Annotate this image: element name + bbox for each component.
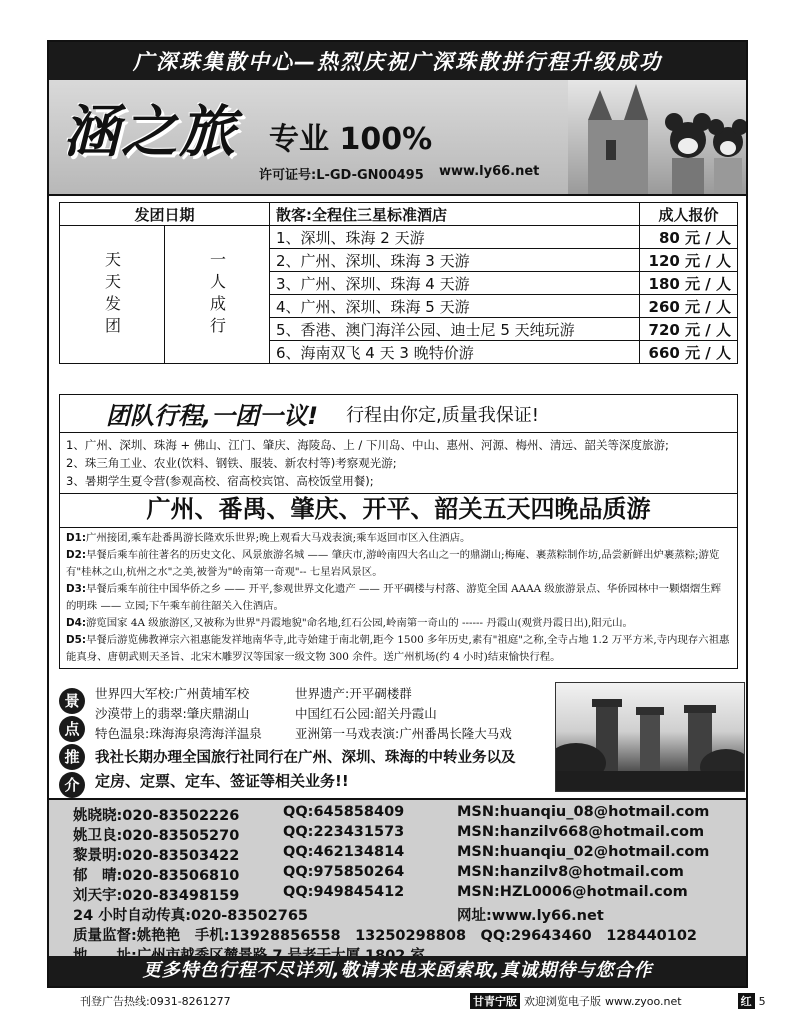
day-text: 早餐后乘车前往著名的历史文化、风景旅游名城 —— 肇庆市,游岭南四大名山之一的鼎湖山;梅庵、裹蒸粽制作坊,品尝新鲜出炉裹蒸粽;游览有"桂林之山,杭州之水"之美,被誉为"岭南第一奇观"-- 七星岩风景区。 — [66, 549, 720, 578]
quality-supervisor: 质量监督:姚艳艳 手机:13928856558 13250298808 QQ:29643460 128440102 — [73, 928, 698, 944]
list-item: 3、暑期学生夏令营(参观高校、宿高校宾馆、高校饭堂用餐); — [66, 474, 374, 488]
brand-logo: 涵之旅 — [63, 100, 237, 165]
contact-name: 黎景明:020-83503422 — [73, 848, 240, 864]
day-text: 早餐后乘车前往中国华侨之乡 —— 开平,参观世界文化遗产 —— 开平碉楼与村落、游览全国 AAAA 级旅游景点、华侨园林中一颗熠熠生辉的明珠 —— 立园;下午乘车前往韶关入住酒店。 — [66, 583, 722, 612]
itinerary-day — [66, 547, 731, 581]
contact-name: 姚晓晓:020-83502226 — [73, 808, 240, 824]
list-item: 2、珠三角工业、农业(饮料、钢铁、服装、新农村等)考察观光游; — [66, 456, 397, 470]
route-name: 3、广州、深圳、珠海 4 天游 — [270, 272, 640, 295]
header-price: 成人报价 — [640, 203, 738, 226]
route-price: 260 元 / 人 — [640, 295, 738, 318]
header-date: 发团日期 — [60, 203, 270, 226]
group-items-list — [59, 432, 738, 494]
contact-qq: QQ:462134814 — [283, 844, 405, 860]
contact-name: 郁 晴:020-83506810 — [73, 868, 240, 884]
contact-section — [49, 798, 746, 958]
route-price: 180 元 / 人 — [640, 272, 738, 295]
day-text: 游览国家 4A 级旅游区,又被称为世界"丹霞地貌"命名地,红石公园,岭南第一奇山的 ------ 丹霞山(观赏丹霞日出),阳元山。 — [86, 617, 633, 629]
ebook-invite: 欢迎浏览电子版 — [524, 995, 601, 1008]
badge-char: 推 — [59, 744, 85, 770]
contact-msn: MSN:hanzilv8@hotmail.com — [457, 864, 684, 880]
contact-name: 姚卫良:020-83505270 — [73, 828, 240, 844]
itinerary-day — [66, 581, 731, 615]
day-label: D5: — [66, 634, 87, 646]
contact-msn: MSN:huanqiu_02@hotmail.com — [457, 844, 710, 860]
scenic-item: 世界四大军校:广州黄埔军校 — [95, 686, 250, 701]
brand-tagline: 专业 100% — [269, 122, 433, 157]
single-traveler-label: 一人成行 — [165, 226, 270, 364]
ad-hotline: 刊登广告热线:0931-8261277 — [80, 995, 231, 1008]
scenic-badge — [59, 688, 87, 800]
route-price: 660 元 / 人 — [640, 341, 738, 364]
day-text: 广州接团,乘车赴番禺游长隆欢乐世界;晚上观看大马戏表演;乘车返回市区入住酒店。 — [86, 532, 471, 544]
day-text: 早餐后游览佛教禅宗六祖惠能发祥地南华寺,此寺始建于南北朝,距今 1500 多年历史,素有"祖庭"之称,全寺占地 1.2 万平方米,寺内现存六祖惠能真身、唐朝武则天圣旨、北宋木雕罗汉等国家一级文物 300 余件。送广州机场(约 4 小时)结束愉快行程。 — [66, 634, 730, 663]
day-label: D1: — [66, 532, 87, 544]
edition-tag: 甘青宁版 — [470, 993, 520, 1009]
scenic-item: 中国红石公园:韶关丹霞山 — [295, 706, 437, 721]
itinerary-list — [59, 528, 738, 669]
route-name: 6、海南双飞 4 天 3 晚特价游 — [270, 341, 640, 364]
advertisement-page — [47, 40, 748, 988]
website-link[interactable]: 网址:www.ly66.net — [457, 908, 604, 924]
section-tag: 红 — [738, 993, 755, 1009]
bottom-banner: 更多特色行程不尽详列,敬请来电来函索取,真诚期待与您合作 — [49, 956, 746, 986]
scenic-item: 沙漠带上的翡翠:肇庆鼎湖山 — [95, 706, 250, 721]
itinerary-day — [66, 632, 731, 666]
diaolou-photo — [555, 682, 745, 792]
quality-tour-title: 广州、番禺、肇庆、开平、韶关五天四晚品质游 — [59, 490, 738, 528]
badge-char: 点 — [59, 716, 85, 742]
table-header-row — [60, 203, 738, 226]
castle-mascot-image — [568, 80, 746, 194]
contact-qq: QQ:975850264 — [283, 864, 405, 880]
ebook-url[interactable]: www.zyoo.net — [605, 994, 682, 1008]
day-label: D4: — [66, 617, 87, 629]
page-number: 5 — [758, 994, 766, 1008]
contact-name: 刘天宇:020-83498159 — [73, 888, 240, 904]
scenic-item: 特色温泉:珠海海泉湾海洋温泉 — [95, 726, 262, 741]
group-slogan-main: 团队行程,一团一议! — [106, 402, 319, 430]
contact-msn: MSN:HZL0006@hotmail.com — [457, 884, 688, 900]
itinerary-day — [66, 615, 731, 632]
route-price: 80 元 / 人 — [640, 226, 738, 249]
brand-website: www.ly66.net — [439, 164, 540, 179]
service-note-line1: 我社长期办理全国旅行社同行在广州、深圳、珠海的中转业务以及 — [95, 750, 516, 766]
group-slogan-sub: 行程由你定,质量我保证! — [346, 404, 539, 426]
route-price: 120 元 / 人 — [640, 249, 738, 272]
contact-msn: MSN:huanqiu_08@hotmail.com — [457, 804, 710, 820]
table-row — [60, 226, 738, 249]
service-note-line2: 定房、定票、定车、签证等相关业务!! — [95, 772, 349, 790]
contact-qq: QQ:223431573 — [283, 824, 405, 840]
daily-departure-label: 天天发团 — [60, 226, 165, 364]
route-name: 5、香港、澳门海洋公园、迪士尼 5 天纯玩游 — [270, 318, 640, 341]
header-hotel: 散客:全程住三星标准酒店 — [270, 203, 640, 226]
route-name: 2、广州、深圳、珠海 3 天游 — [270, 249, 640, 272]
page-footer — [470, 993, 766, 1009]
contact-msn: MSN:hanzilv668@hotmail.com — [457, 824, 705, 840]
top-banner: 广深珠集散中心—热烈庆祝广深珠散拼行程升级成功 — [49, 42, 746, 80]
scenic-item: 亚洲第一马戏表演:广州番禺长隆大马戏 — [295, 726, 512, 741]
route-name: 4、广州、深圳、珠海 5 天游 — [270, 295, 640, 318]
contact-qq: QQ:645858409 — [283, 804, 405, 820]
day-label: D2: — [66, 549, 87, 561]
route-name: 1、深圳、珠海 2 天游 — [270, 226, 640, 249]
list-item: 1、广州、深圳、珠海 + 佛山、江门、肇庆、海陵岛、上 / 下川岛、中山、惠州、河源、梅州、清远、韶关等深度旅游; — [66, 438, 669, 452]
fax-number: 24 小时自动传真:020-83502765 — [73, 908, 309, 924]
scenic-item: 世界遗产:开平碉楼群 — [295, 686, 412, 701]
license-number: 许可证号:L-GD-GN00495 — [259, 168, 424, 183]
badge-char: 景 — [59, 688, 85, 714]
brand-header — [49, 80, 746, 196]
day-label: D3: — [66, 583, 87, 595]
contact-qq: QQ:949845412 — [283, 884, 405, 900]
route-price: 720 元 / 人 — [640, 318, 738, 341]
route-price-table — [59, 202, 738, 364]
badge-char: 介 — [59, 772, 85, 798]
itinerary-day — [66, 530, 731, 547]
scenic-recommendations — [59, 680, 738, 796]
group-slogan — [59, 394, 738, 432]
